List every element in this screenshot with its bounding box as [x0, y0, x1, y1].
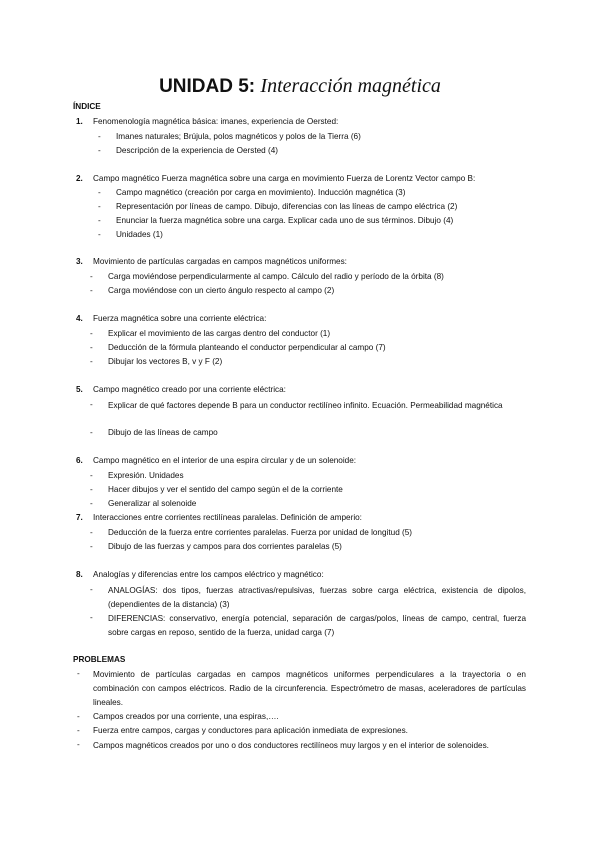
- bullet-dash: -: [90, 471, 93, 480]
- list-item: Deducción de la fuerza entre corrientes paralelas. Fuerza por unidad de longitud (5): [108, 528, 413, 537]
- section-number: 2.: [76, 174, 83, 183]
- section-number: 7.: [76, 513, 83, 522]
- list-item: Deducción de la fórmula planteando el conductor perpendicular al campo (7): [108, 343, 386, 352]
- list-item: Explicar de qué factores depende B para un conductor rectilíneo infinito. Ecuación. Permeabilidad magnética: [108, 401, 503, 410]
- bullet-dash: -: [98, 132, 101, 141]
- page-title: [0, 74, 600, 99]
- bullet-dash: -: [77, 740, 80, 749]
- problem-item: Fuerza entre campos, cargas y conductores para aplicación inmediata de expresiones.: [93, 726, 408, 735]
- problem-item: Campos magnéticos creados por uno o dos conductores rectilíneos muy largos y en el interior de solenoides.: [93, 741, 489, 750]
- bullet-dash: -: [90, 613, 93, 622]
- problem-item: Movimiento de partículas cargadas en campos magnéticos uniformes perpendiculares a la trayectoria o en combinación con campos eléctricos. Radio de la circunferencia. Espectrómetro de masas, aceleradores de partículas lineales.: [93, 670, 526, 707]
- bullet-dash: -: [98, 216, 101, 225]
- bullet-dash: -: [90, 485, 93, 494]
- list-item: Generalizar al solenoide: [108, 499, 197, 508]
- bullet-dash: -: [77, 669, 80, 678]
- bullet-dash: -: [90, 357, 93, 366]
- list-item: Dibujar los vectores B, v y F (2): [108, 357, 223, 366]
- section-number: 5.: [76, 385, 83, 394]
- list-item: Campo magnético (creación por carga en movimiento). Inducción magnética (3): [116, 188, 406, 197]
- bullet-dash: -: [90, 400, 93, 409]
- list-item: Carga moviéndose perpendicularmente al campo. Cálculo del radio y período de la órbita (8): [108, 272, 444, 281]
- bullet-dash: -: [90, 585, 93, 594]
- index-heading: ÍNDICE: [73, 102, 101, 111]
- bullet-dash: -: [90, 528, 93, 537]
- bullet-dash: -: [98, 188, 101, 197]
- list-item: Descripción de la experiencia de Oersted (4): [116, 146, 279, 155]
- bullet-dash: -: [77, 712, 80, 721]
- title-topic: Interacción magnética: [260, 75, 441, 97]
- section-heading: Campo magnético Fuerza magnética sobre una carga en movimiento Fuerza de Lorentz Vector campo B:: [93, 174, 476, 183]
- bullet-dash: -: [90, 272, 93, 281]
- list-item: Explicar el movimiento de las cargas dentro del conductor (1): [108, 329, 331, 338]
- section-heading: Fenomenología magnética básica: imanes, experiencia de Oersted:: [93, 117, 339, 126]
- bullet-dash: -: [90, 343, 93, 352]
- list-item: Carga moviéndose con un cierto ángulo respecto al campo (2): [108, 286, 335, 295]
- bullet-dash: -: [90, 286, 93, 295]
- problems-heading: PROBLEMAS: [73, 655, 126, 664]
- bullet-dash: -: [98, 202, 101, 211]
- section-heading: Analogías y diferencias entre los campos eléctrico y magnético:: [93, 570, 324, 579]
- list-item: Dibujo de las fuerzas y campos para dos corrientes paralelas (5): [108, 542, 342, 551]
- bullet-dash: -: [77, 726, 80, 735]
- section-heading: Movimiento de partículas cargadas en campos magnéticos uniformes:: [93, 257, 347, 266]
- section-heading: Fuerza magnética sobre una corriente eléctrica:: [93, 314, 267, 323]
- bullet-dash: -: [90, 329, 93, 338]
- section-number: 4.: [76, 314, 83, 323]
- section-heading: Campo magnético en el interior de una espira circular y de un solenoide:: [93, 456, 357, 465]
- problem-item: Campos creados por una corriente, una espiras,….: [93, 712, 279, 721]
- list-item: Hacer dibujos y ver el sentido del campo según el de la corriente: [108, 485, 343, 494]
- title-unit: UNIDAD 5:: [159, 76, 256, 97]
- section-heading: Interacciones entre corrientes rectilíneas paralelas. Definición de amperio:: [93, 513, 362, 522]
- list-item: Enunciar la fuerza magnética sobre una carga. Explicar cada uno de sus términos. Dibujo (4): [116, 216, 454, 225]
- list-item: ANALOGÍAS: dos tipos, fuerzas atractivas/repulsivas, fuerzas sobre carga eléctrica, existencia de dipolos, (dependientes de la distancia) (3): [108, 586, 526, 609]
- section-heading: Campo magnético creado por una corriente eléctrica:: [93, 385, 286, 394]
- section-number: 3.: [76, 257, 83, 266]
- bullet-dash: -: [98, 230, 101, 239]
- bullet-dash: -: [90, 499, 93, 508]
- section-number: 8.: [76, 570, 83, 579]
- list-item: Dibujo de las líneas de campo: [108, 428, 218, 437]
- section-number: 6.: [76, 456, 83, 465]
- list-item: DIFERENCIAS: conservativo, energía potencial, separación de cargas/polos, líneas de campo, central, fuerza sobre cargas en reposo, sentido de la fuerza, unidad carga (7): [108, 614, 526, 637]
- list-item: Expresión. Unidades: [108, 471, 184, 480]
- bullet-dash: -: [90, 542, 93, 551]
- list-item: Imanes naturales; Brújula, polos magnéticos y polos de la Tierra (6): [116, 132, 361, 141]
- list-item: Representación por líneas de campo. Dibujo, diferencias con las líneas de campo eléctrica (2): [116, 202, 458, 211]
- section-number: 1.: [76, 117, 83, 126]
- bullet-dash: -: [98, 146, 101, 155]
- list-item: Unidades (1): [116, 230, 163, 239]
- bullet-dash: -: [90, 428, 93, 437]
